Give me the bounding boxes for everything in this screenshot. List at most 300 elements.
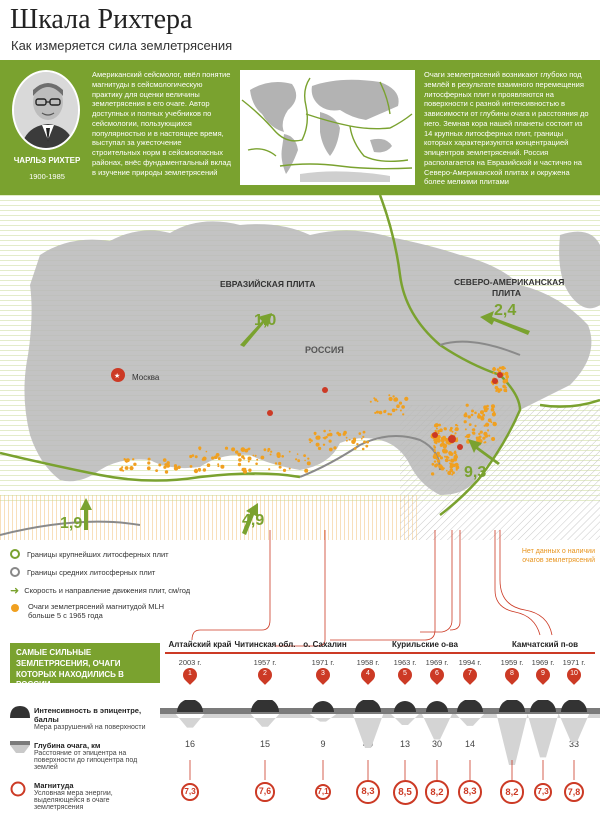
earthquake-dot xyxy=(503,379,507,383)
earthquake-dot xyxy=(267,450,269,452)
event-number: 8 xyxy=(510,670,514,677)
earthquake-dot xyxy=(130,466,132,468)
earthquake-dot xyxy=(289,451,291,453)
earthquake-dot xyxy=(316,443,320,447)
event-number: 1 xyxy=(188,670,192,677)
earthquake-dot xyxy=(297,459,300,462)
earthquake-dot xyxy=(437,452,440,455)
earthquake-dot xyxy=(454,432,456,434)
earthquake-dot xyxy=(433,445,435,447)
speed-label-3: 1,9 xyxy=(60,515,83,532)
earthquake-dot xyxy=(203,468,206,471)
earthquake-dot xyxy=(466,404,469,407)
earthquake-dot xyxy=(456,437,458,439)
epicenter-marker xyxy=(267,410,273,416)
earthquake-dot xyxy=(441,437,444,440)
intensity-dome xyxy=(426,701,448,712)
earthquake-dot xyxy=(493,372,495,374)
event-year: 1969 г. xyxy=(531,658,555,667)
event-year: 1971 г. xyxy=(562,658,586,667)
earthquake-dot xyxy=(346,440,348,442)
earthquake-dot xyxy=(218,457,221,460)
earthquake-dot xyxy=(495,390,497,392)
earthquake-dot xyxy=(478,436,481,439)
earthquake-dot xyxy=(211,456,214,459)
earthquake-dot xyxy=(126,461,128,463)
region-sakhalin: о. Сахалин xyxy=(303,640,347,649)
earthquake-dot xyxy=(133,463,136,466)
event-number: 10 xyxy=(570,670,578,677)
earthquake-dot xyxy=(472,432,474,434)
earthquake-dot xyxy=(202,458,205,461)
earthquake-dot xyxy=(444,427,446,429)
event-year: 1994 г. xyxy=(458,658,482,667)
region-altai: Алтайский край xyxy=(168,640,232,649)
earthquake-dot xyxy=(464,413,468,417)
intensity-dome xyxy=(499,700,525,712)
legend-depth-desc: Расстояние от эпицентра на поверхности до гипоцентра под землей xyxy=(34,750,138,771)
earthquake-dot xyxy=(450,459,454,463)
earthquake-dot xyxy=(434,424,438,428)
earthquake-dot xyxy=(167,461,170,464)
epicenter-marker xyxy=(448,435,456,443)
earthquake-dot xyxy=(446,470,448,472)
earthquake-dot xyxy=(278,462,281,465)
earthquake-dot xyxy=(354,447,357,450)
leader-lines xyxy=(0,530,600,655)
earthquake-dot xyxy=(216,453,220,457)
legend-magnitude-title: Магнитуда xyxy=(34,781,74,790)
earthquake-dot xyxy=(505,372,509,376)
earthquake-dot xyxy=(255,463,258,466)
earthquake-dot xyxy=(379,411,383,415)
earthquake-dot xyxy=(195,455,198,458)
earthquake-dot xyxy=(446,456,449,459)
earthquake-dot xyxy=(448,459,450,461)
earthquake-dot xyxy=(479,415,481,417)
table-legend xyxy=(10,706,160,811)
earthquake-dot xyxy=(464,420,467,423)
earthquake-dot xyxy=(325,436,327,438)
earthquake-dot xyxy=(248,469,251,472)
earthquake-dot xyxy=(295,458,297,460)
earthquake-dot xyxy=(471,414,474,417)
earthquake-dot xyxy=(158,464,161,467)
earthquake-dot xyxy=(336,432,339,435)
legend-magnitude-desc: Условная мера энергии, выделяющейся в очаге землетрясения xyxy=(34,790,113,811)
speed-label-1: 1,0 xyxy=(254,312,277,329)
earthquake-dot xyxy=(387,413,390,416)
magnitude-circle: 7,3 xyxy=(181,783,199,801)
magnitude-circle: 7,8 xyxy=(564,782,585,803)
earthquake-dot xyxy=(491,408,495,412)
earthquake-dot xyxy=(441,467,445,471)
earthquake-dot xyxy=(281,455,284,458)
earthquake-dot xyxy=(189,455,192,458)
earthquake-dot xyxy=(455,424,457,426)
earthquake-dot xyxy=(465,436,467,438)
earthquake-dot xyxy=(503,388,507,392)
svg-text:★: ★ xyxy=(114,372,121,380)
legend-intensity-desc: Мера разрушений на поверхности xyxy=(34,724,146,731)
legend-earthquakes: Очаги землетрясений магнитудой MLH больше 5 с 1965 года xyxy=(28,602,165,620)
earthquake-dot xyxy=(225,447,228,450)
person-name: ЧАРЛЬЗ РИХТЕР xyxy=(13,156,81,165)
legend-medium-plates: Границы средних литосферных плит xyxy=(27,567,156,577)
earthquake-dot xyxy=(329,430,331,432)
earthquake-dot xyxy=(270,451,272,453)
earthquake-dot xyxy=(501,366,505,370)
earthquake-dot xyxy=(314,433,316,435)
depth-value: 30 xyxy=(431,739,442,749)
earthquake-dot xyxy=(499,388,502,391)
magnitude-icon xyxy=(10,781,30,797)
event-year: 1971 г. xyxy=(311,658,335,667)
world-plates-map xyxy=(240,70,415,185)
region-kurils: Курильские о-ва xyxy=(392,640,458,649)
earthquake-dot xyxy=(492,367,496,371)
russia-seismic-map xyxy=(0,195,600,540)
earthquake-dot xyxy=(438,424,441,427)
earthquake-dot xyxy=(404,397,408,401)
intensity-dome xyxy=(312,701,334,712)
earthquake-dot xyxy=(261,456,265,460)
earthquake-dot xyxy=(503,385,505,387)
earthquake-dot xyxy=(318,447,321,450)
earthquake-dot xyxy=(323,430,326,433)
earthquake-dot xyxy=(483,405,487,409)
epicenter-marker xyxy=(457,444,463,450)
intensity-dome xyxy=(530,700,556,712)
page-subtitle: Как измеряется сила землетрясения xyxy=(11,38,233,53)
earthquake-dot xyxy=(148,458,151,461)
earthquake-dot xyxy=(361,438,363,440)
earthquake-dot xyxy=(488,418,492,422)
event-number: 7 xyxy=(468,670,472,677)
earthquake-dot xyxy=(120,469,122,471)
earthquake-dot xyxy=(279,466,282,469)
earthquake-dot xyxy=(483,432,487,436)
earthquake-dot xyxy=(362,448,365,451)
earthquake-dot xyxy=(147,466,151,470)
earthquake-dot xyxy=(455,427,459,431)
earthquake-dot xyxy=(238,458,242,462)
event-number: 2 xyxy=(263,670,267,677)
earthquake-dot xyxy=(392,395,394,397)
earthquake-dot xyxy=(283,469,286,472)
earthquake-dot xyxy=(307,458,309,460)
intensity-dome xyxy=(394,701,416,712)
earthquake-dot xyxy=(155,469,158,472)
earthquake-dot xyxy=(277,454,281,458)
earthquake-dot xyxy=(366,441,369,444)
person-bio: Американский сейсмолог, ввёл понятие магнитуды в сейсмологическую практику для оценки величины землетрясения в его очаге. Автор доступных и полных учебников по сейсмологии, пользующихся популярностью и в настоящее время, выступал за ужесточение строительных норм в сейсмоопасных районах, внёс фундаментальный вклад в изучение природы землетрясений xyxy=(92,70,231,177)
earthquake-dot xyxy=(432,463,435,466)
magnitude-circle: 8,5 xyxy=(393,780,418,805)
earthquake-dot xyxy=(377,400,379,402)
earthquake-dot xyxy=(434,449,436,451)
depth-value: 14 xyxy=(464,739,475,749)
earthquake-dot xyxy=(482,437,485,440)
earthquake-dot xyxy=(217,463,219,465)
earthquake-dot xyxy=(359,432,362,435)
earthquake-dot xyxy=(438,432,440,434)
earthquake-dot xyxy=(147,461,150,464)
earthquake-dot xyxy=(289,468,291,470)
earthquake-dot xyxy=(471,410,474,413)
intensity-dome xyxy=(177,700,203,712)
earthquake-dot xyxy=(474,425,476,427)
portrait-photo xyxy=(12,70,80,150)
earthquake-dot xyxy=(456,469,458,471)
earthquake-dot xyxy=(496,372,498,374)
earthquake-dot xyxy=(487,429,489,431)
earthquake-dot xyxy=(304,460,306,462)
earthquake-dot xyxy=(465,428,467,430)
earthquake-dot xyxy=(440,444,443,447)
person-years: 1900-1985 xyxy=(29,172,65,181)
speed-label-2: 2,4 xyxy=(494,302,517,319)
na-plate-label-1: СЕВЕРО-АМЕРИКАНСКАЯ xyxy=(454,277,565,287)
earthquake-dot xyxy=(370,401,372,403)
event-number: 5 xyxy=(403,670,407,677)
earthquake-dot xyxy=(468,415,471,418)
earthquake-dot xyxy=(485,423,489,427)
intensity-dome xyxy=(561,700,587,712)
earthquake-dot xyxy=(363,431,366,434)
earthquake-dot xyxy=(434,439,437,442)
earthquake-dot xyxy=(452,471,455,474)
earthquake-dot xyxy=(333,446,336,449)
moscow-label: Москва xyxy=(132,373,160,382)
earthquake-dot xyxy=(472,429,474,431)
earthquake-dot xyxy=(309,442,311,444)
earthquake-dot xyxy=(449,473,451,475)
earthquake-dot xyxy=(396,404,400,408)
earthquake-dot xyxy=(174,466,178,470)
magnitude-circle: 7,3 xyxy=(534,783,552,801)
event-year: 1959 г. xyxy=(500,658,524,667)
legend-depth-title: Глубина очага, км xyxy=(34,741,101,750)
earthquake-dot xyxy=(329,448,333,452)
depth-value: 9 xyxy=(320,739,326,749)
depth-value: 33 xyxy=(568,739,579,749)
earthquake-dot xyxy=(392,409,396,413)
earthquake-dot xyxy=(241,455,244,458)
earthquake-dot xyxy=(443,444,447,448)
earthquake-dot xyxy=(468,434,471,437)
na-plate-label-2: ПЛИТА xyxy=(492,288,521,298)
magnitude-circle: 7,6 xyxy=(255,782,275,802)
earthquake-dot xyxy=(402,413,404,415)
depth-value: 16 xyxy=(184,739,195,749)
earthquake-dot xyxy=(237,453,241,457)
earthquake-dot xyxy=(329,440,332,443)
depth-icon xyxy=(10,741,30,753)
earthquake-dot xyxy=(163,458,167,462)
earthquake-dot xyxy=(309,438,312,441)
legend-plate-speed: Скорость и направление движения плит, см/год xyxy=(24,585,191,595)
earthquake-dot xyxy=(437,459,440,462)
earthquake-dot xyxy=(434,460,436,462)
earthquake-dot xyxy=(504,368,506,370)
earthquake-dot xyxy=(323,444,325,446)
earthquake-dot xyxy=(264,448,267,451)
earthquake-dot xyxy=(270,454,272,456)
earthquake-dot xyxy=(440,456,443,459)
earthquake-dot xyxy=(349,439,351,441)
event-number: 4 xyxy=(366,670,370,677)
earthquake-dot xyxy=(238,463,241,466)
earthquake-dot xyxy=(394,397,398,401)
earthquake-dot xyxy=(445,438,449,442)
earthquake-dot xyxy=(488,435,490,437)
earthquake-dot xyxy=(248,457,252,461)
earthquake-dot xyxy=(450,469,454,473)
earthquake-dot xyxy=(362,436,364,438)
plates-description: Очаги землетрясений возникают глубоко под землёй в результате взаимного перемещения литосферных плит и проявляются на поверхности с разной интенсивностью в зависимости от глубины очага и расстояния до него. Земная кора нашей планеты состоит из 14 крупных литосферных плит, границы которых характеризуются концентрацией эпицентров землетрясений. Россия располагается на Евразийской и частично на Северо-Американской плитах и окружена более мелкими плитами xyxy=(424,70,589,187)
depth-band xyxy=(160,712,600,765)
russia-label: РОССИЯ xyxy=(305,345,344,355)
earthquake-dot xyxy=(400,410,402,412)
earthquake-dot xyxy=(390,413,392,415)
earthquake-dot xyxy=(121,466,123,468)
earthquake-dot xyxy=(190,465,193,468)
earthquake-dot xyxy=(376,411,379,414)
earthquake-dot xyxy=(450,427,453,430)
event-year: 1963 г. xyxy=(393,658,417,667)
speed-label-5: 9,3 xyxy=(464,464,487,481)
earthquake-dot xyxy=(450,463,454,467)
earthquake-dot xyxy=(206,451,208,453)
earthquake-dot xyxy=(431,472,434,475)
epicenter-marker xyxy=(497,372,503,378)
earthquake-dot xyxy=(268,468,270,470)
earthquake-dot xyxy=(199,470,201,472)
earthquake-dot xyxy=(434,464,437,467)
earthquake-dot xyxy=(495,386,499,390)
earthquake-dot xyxy=(454,451,457,454)
magnitude-circle: 7,1 xyxy=(315,784,332,801)
earthquake-dot xyxy=(353,439,356,442)
earthquake-dot xyxy=(241,447,245,451)
earthquake-dot xyxy=(436,428,438,430)
earthquake-dot xyxy=(297,453,299,455)
magnitude-circle: 8,2 xyxy=(500,780,523,803)
earthquake-dot xyxy=(454,455,458,459)
strongest-earthquakes-heading: САМЫЕ СИЛЬНЫЕ ЗЕМЛЕТРЯСЕНИЯ, ОЧАГИ КОТОРЫХ НАХОДИЛИСЬ В РОССИИ xyxy=(10,643,160,683)
earthquake-dot xyxy=(373,397,375,399)
event-year: 1958 г. xyxy=(356,658,380,667)
earthquake-dot xyxy=(327,433,330,436)
earthquake-dot xyxy=(220,465,224,469)
event-year: 1957 г. xyxy=(253,658,277,667)
earthquake-dot xyxy=(199,448,201,450)
region-chita: Читинская обл. xyxy=(234,640,296,649)
earthquake-dot xyxy=(316,436,320,440)
intensity-dome xyxy=(355,700,381,712)
event-year: 1969 г. xyxy=(425,658,449,667)
earthquake-dot xyxy=(231,447,235,451)
page-title: Шкала Рихтера xyxy=(10,4,193,35)
epicenter-marker xyxy=(492,378,498,384)
earthquake-dot xyxy=(363,441,366,444)
earthquake-dot xyxy=(433,455,437,459)
earthquake-dot xyxy=(275,462,277,464)
earthquake-dot xyxy=(478,433,480,435)
legend-major-plates: Границы крупнейших литосферных плит xyxy=(27,549,169,559)
earthquake-dot xyxy=(478,413,480,415)
earthquake-dot xyxy=(247,448,250,451)
earthquake-dot xyxy=(256,459,258,461)
earthquake-dot xyxy=(253,455,255,457)
magnitude-circle: 8,3 xyxy=(356,780,380,804)
depth-value: 15 xyxy=(259,739,270,749)
epicenter-marker xyxy=(322,387,328,393)
earthquake-dot xyxy=(449,454,451,456)
earthquake-dot xyxy=(365,445,368,448)
earthquake-dot xyxy=(346,437,348,439)
event-year: 2003 г. xyxy=(178,658,202,667)
earthquake-dot xyxy=(506,378,508,380)
earthquake-dot xyxy=(207,463,211,467)
event-number: 3 xyxy=(321,670,325,677)
earthquake-dot xyxy=(505,387,507,389)
earthquake-dot xyxy=(303,454,306,457)
earthquake-dot xyxy=(445,459,449,463)
earthquake-dot xyxy=(480,410,484,414)
earthquake-dot xyxy=(435,430,437,432)
earthquake-dot xyxy=(443,450,446,453)
earthquake-dot xyxy=(469,423,472,426)
depth-value: 13 xyxy=(399,739,410,749)
earthquake-dot xyxy=(194,469,198,473)
event-number: 9 xyxy=(541,670,545,677)
earthquake-dot xyxy=(217,465,219,467)
legend-intensity-title: Интенсивность в эпицентре, баллы xyxy=(34,706,142,724)
earthquake-dot xyxy=(163,466,166,469)
earthquake-dot xyxy=(492,412,496,416)
magnitude-circle: 8,3 xyxy=(458,780,482,804)
intensity-dome xyxy=(251,700,279,712)
earthquake-dot xyxy=(388,394,390,396)
earthquake-dot xyxy=(401,405,405,409)
earthquake-dot xyxy=(356,443,358,445)
no-data-note: Нет данных о наличии очагов землетрясений xyxy=(521,548,595,565)
earthquake-dot xyxy=(255,455,257,457)
earthquake-dot xyxy=(399,402,402,405)
earthquake-dot xyxy=(242,468,246,472)
region-kamchatka: Камчатский п-ов xyxy=(511,640,579,649)
earthquake-dot xyxy=(323,437,325,439)
event-number: 6 xyxy=(435,670,439,677)
earthquake-dot xyxy=(166,470,168,472)
earthquake-dot xyxy=(491,404,495,408)
earthquake-dot xyxy=(395,409,397,411)
plate-speed-arrow-icon: ➜ xyxy=(10,583,20,597)
earthquake-dot xyxy=(125,466,129,470)
earthquake-dot xyxy=(493,422,497,426)
earthquake-dot xyxy=(383,410,386,413)
earthquake-dot xyxy=(304,469,308,473)
earthquake-dot xyxy=(308,463,310,465)
earthquake-dot xyxy=(439,428,443,432)
regions-underline xyxy=(165,652,595,654)
earthquake-dot xyxy=(435,442,437,444)
magnitude-circle: 8,2 xyxy=(425,780,448,803)
eurasian-plate-label: ЕВРАЗИЙСКАЯ ПЛИТА xyxy=(220,279,316,289)
earthquake-dot xyxy=(132,458,134,460)
